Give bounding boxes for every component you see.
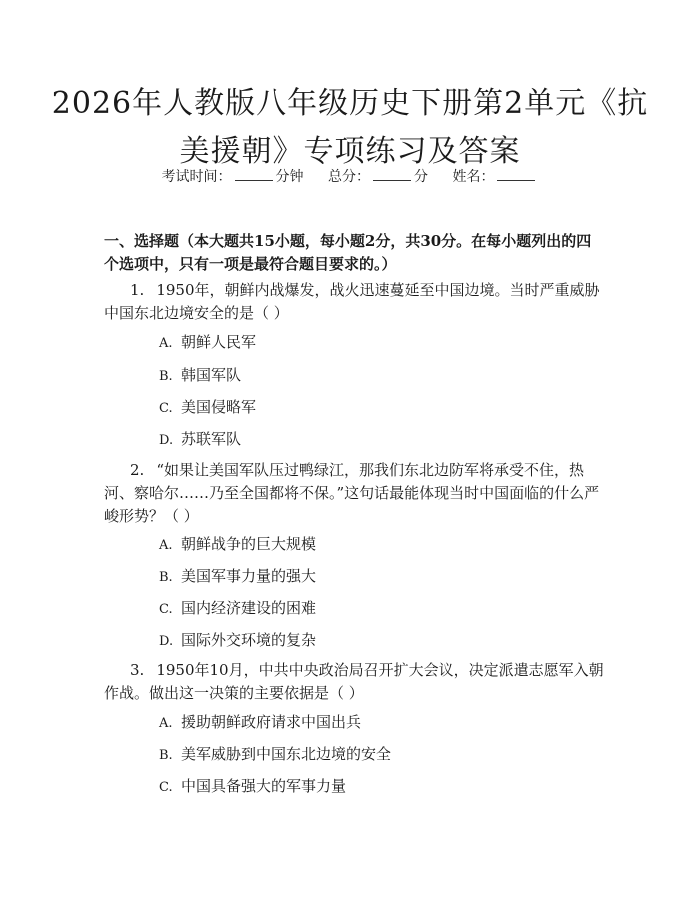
option-letter: C. <box>159 401 173 416</box>
total-score-field <box>328 166 428 188</box>
question-2-text: “如果让美国军队压过鸭绿江，那我们东北边防军将承受不住，热河、察哈尔……乃至全国都将不保。”这句话最能体现当时中国面临的什么严峻形势？（ ） <box>104 461 600 525</box>
question-3-number: 3. <box>130 661 145 679</box>
option-letter: A. <box>159 716 173 731</box>
exam-time-field <box>162 166 304 188</box>
question-2-option-a <box>159 533 316 557</box>
exam-time-unit: 分钟 <box>275 169 304 185</box>
option-letter: D. <box>159 433 174 448</box>
question-2 <box>104 459 604 528</box>
name-blank <box>497 166 535 181</box>
option-letter: C. <box>159 780 173 795</box>
question-1-option-a <box>159 331 256 355</box>
exam-time-blank <box>235 166 273 181</box>
question-3-option-c <box>159 775 346 799</box>
option-text: 美国军事力量的强大 <box>181 567 317 585</box>
option-letter: B. <box>159 748 173 763</box>
option-text: 中国具备强大的军事力量 <box>181 777 347 795</box>
option-text: 国内经济建设的困难 <box>181 599 317 617</box>
section-heading: 一、选择题（本大题共15小题，每小题2分，共30分。在每小题列出的四个选项中，只有一项是最符合题目要求的。） <box>104 232 592 273</box>
exam-time-label: 考试时间： <box>161 169 232 185</box>
name-label: 姓名： <box>452 169 495 185</box>
question-1-option-d <box>159 428 241 452</box>
question-3 <box>104 659 604 705</box>
option-text: 朝鲜人民军 <box>181 333 257 351</box>
question-2-option-b <box>159 565 316 589</box>
option-text: 韩国军队 <box>181 366 242 384</box>
name-field <box>452 166 538 188</box>
option-text: 国际外交环境的复杂 <box>181 631 317 649</box>
option-letter: B. <box>159 570 173 585</box>
option-text: 苏联军队 <box>181 430 242 448</box>
option-text: 援助朝鲜政府请求中国出兵 <box>181 713 362 731</box>
option-text: 朝鲜战争的巨大规模 <box>181 535 317 553</box>
question-2-option-d <box>159 629 316 653</box>
option-text: 美军威胁到中国东北边境的安全 <box>181 745 392 763</box>
total-score-blank <box>373 166 411 181</box>
question-3-option-a <box>159 711 361 735</box>
total-score-label: 总分： <box>328 169 370 185</box>
question-3-option-b <box>159 743 391 767</box>
option-letter: A. <box>159 538 173 553</box>
total-score-unit: 分 <box>414 169 428 185</box>
exam-info-line <box>0 166 700 188</box>
option-letter: C. <box>159 602 173 617</box>
question-2-option-c <box>159 597 316 621</box>
question-1 <box>104 279 604 325</box>
question-1-option-b <box>159 364 241 388</box>
option-letter: B. <box>159 369 173 384</box>
question-1-number: 1. <box>130 281 145 299</box>
question-1-text: 1950年，朝鲜内战爆发，战火迅速蔓延至中国边境。当时严重威胁中国东北边境安全的是（ ） <box>104 281 600 322</box>
question-2-number: 2. <box>130 461 145 479</box>
option-text: 美国侵略军 <box>181 398 257 416</box>
question-1-option-c <box>159 396 256 420</box>
option-letter: D. <box>159 634 174 649</box>
option-letter: A. <box>159 336 173 351</box>
question-3-text: 1950年10月，中共中央政治局召开扩大会议，决定派遣志愿军入朝作战。做出这一决策的主要依据是（ ） <box>104 661 604 702</box>
page-title: 2026年人教版八年级历史下册第2单元《抗美援朝》专项练习及答案 <box>51 86 649 169</box>
